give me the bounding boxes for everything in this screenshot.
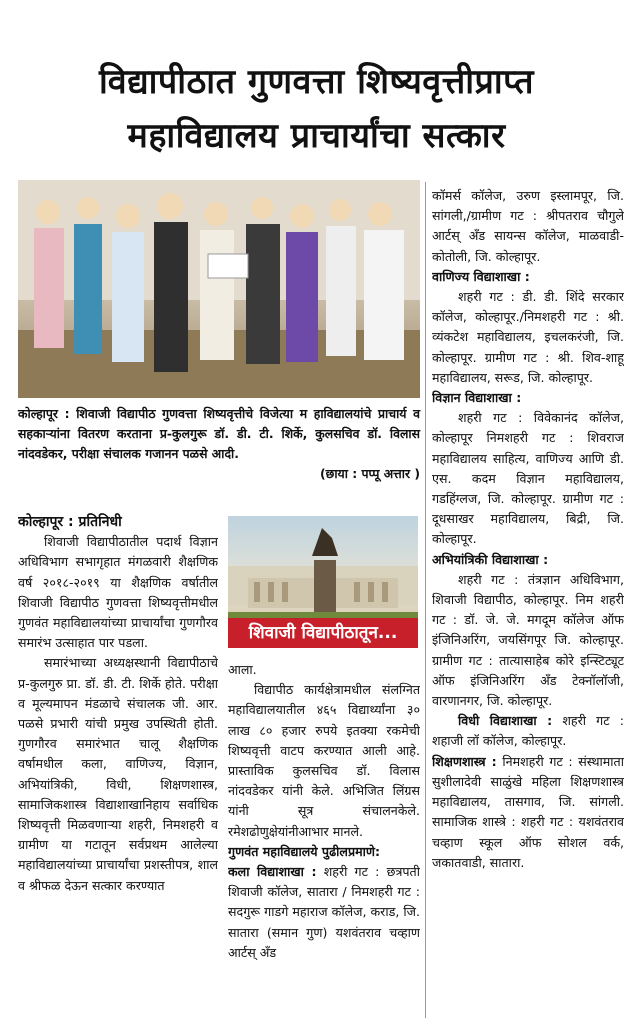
arts-text: शहरी गट : छत्रपती शिवाजी कॉलेज, सातारा / निमशहरी गट : सदगुरू गाडगे महाराज कॉलेज, कराड, जि. सातारा (समान गुण) यशवंतराव चव्हाण आर्टस् अँड — [228, 864, 420, 960]
ceremony-photo — [18, 180, 420, 398]
science-label: विज्ञान विद्याशाखा : — [432, 390, 522, 406]
column-divider — [425, 182, 426, 1018]
headline-line-2: महाविद्यालय प्राचार्यांचा सत्कार — [127, 116, 506, 156]
education-text: निमशहरी गट : संस्थामाता सुशीलादेवी साळुंखे महिला शिक्षणशास्त्र महाविद्यालय, तासगाव, जि. सांगली. सामाजिक शास्त्रे : शहरी गट : यशवंतराव चव्हाण स्कूल ऑफ सोशल वर्क, जकातवाडी, सातारा. — [432, 753, 624, 870]
caption-text: कोल्हापूर : शिवाजी विद्यापीठ गुणवत्ता शिष्यवृत्तीचे विजेत्या म हाविद्यालयांचे प्राचार्य व सहकाऱ्यांना वितरण करताना प्र-कुलगुरू डॉ. डी. टी. शिर्के, कुलसचिव डॉ. विलास नांदवडेकर, परीक्षा संचालक गजानन पळसे आदी. — [18, 406, 420, 461]
article-column-middle — [228, 660, 420, 1018]
education-label: शिक्षणशास्त्र : — [432, 753, 497, 769]
paragraph-3: विद्यापीठ कार्यक्षेत्रामधील संलग्नित महाविद्यालयातील ४६५ विद्यार्थ्यांना ३० लाख ८० हजार रुपये इतक्या रकमेची शिष्यवृत्ती वाटप करण्यात आली आहे. प्रास्ताविक कुलसचिव डॉ. विलास नांदवडेकर यांनी केले. अभिजित लिंग्रस यांनी सूत्र संचालनकेले. रमेशढोणुक्षेयांनीआभार मानले. — [228, 682, 420, 839]
photo-caption — [18, 404, 420, 484]
arts-continued: कॉमर्स कॉलेज, उरुण इस्लामपूर, जि. सांगली,/ग्रामीण गट : श्रीपतराव चौगुले आर्टस् अँड सायन्स कॉलेज, माळवाडी-कोतोली, जि. कोल्हापूर. — [432, 188, 624, 264]
commerce-label: वाणिज्य विद्याशाखा : — [432, 268, 530, 284]
arts-label: कला विद्याशाखा : — [228, 864, 317, 880]
list-heading: गुणवंत महाविद्यालये पुढीलप्रमाणे: — [228, 843, 381, 859]
paragraph-2: समारंभाच्या अध्यक्षस्थानी विद्यापीठाचे प्र-कुलगुरु प्रा. डॉ. डी. टी. शिर्के होते. परीक्षा व मूल्यमापन मंडळाचे संचालक जी. आर. पळसे प्रभारी यांची प्रमुख उपस्थिती होती. गुणगौरव समारंभात चालू शैक्षणिक वर्षामधील कला, वाणिज्य, विज्ञान, अभियांत्रिकी, विधी, शिक्षणशास्त्र, सामाजिकशास्त्र विद्याशाखानिहाय सर्वाधिक शिष्यवृत्ती मिळवणाऱ्या शहरी, निमशहरी व ग्रामीण या गटातून सर्वप्रथम आलेल्या महाविद्यालयांच्या प्राचार्यांचा प्रशस्तीपत्र, शाल व श्रीफळ देऊन सत्कार करण्यात — [18, 655, 218, 893]
article-column-right — [432, 186, 624, 1018]
paragraph-1: शिवाजी विद्यापीठातील पदार्थ विज्ञान अधिविभाग सभागृहात मंगळवारी शैक्षणिक वर्ष २०१८-२०१९ या शैक्षणिक वर्षातील शिवाजी विद्यापीठ गुणवत्ता शिष्यवृत्तीमधील गुणवंत महाविद्यालयांच्या प्राचार्यांचा गुणगौरव समारंभ उत्साहात पार पडला. — [18, 534, 218, 651]
law-label: विधी विद्याशाखा : — [458, 713, 553, 729]
section-logo — [228, 516, 418, 648]
ceremony-photo-figures — [18, 180, 420, 398]
commerce-text: शहरी गट : डी. डी. शिंदे सरकार कॉलेज, कोल्हापूर./निमशहरी गट : श्री. व्यंकटेश महाविद्यालय, इचलकरंजी, जि. कोल्हापूर. ग्रामीण गट : श्री. शिव-शाहू महाविद्यालय, सरूड, जि. कोल्हापूर. — [432, 289, 624, 385]
law-text: शहरी गट : शहाजी लॉ कॉलेज, कोल्हापूर. — [432, 713, 624, 749]
engineering-label: अभियांत्रिकी विद्याशाखा : — [432, 551, 549, 567]
science-text: शहरी गट : विवेकानंद कॉलेज, कोल्हापूर निमशहरी गट : शिवराज महाविद्यालय साहित्य, वाणिज्य आणि डी. एस. कदम विज्ञान महाविद्यालय, गडहिंग्लज, जि. कोल्हापूर. ग्रामीण गट : दूधसाखर महाविद्यालय, बिद्री, जि. कोल्हापूर. — [432, 410, 624, 547]
headline-line-1: विद्यापीठात गुणवत्ता शिष्यवृत्तीप्राप्त — [98, 62, 535, 102]
paragraph-2-end: आला. — [228, 662, 257, 677]
engineering-text: शहरी गट : तंत्रज्ञान अधिविभाग, शिवाजी विद्यापीठ, कोल्हापूर. निम शहरी गट : डॉ. जे. जे. मगदूम कॉलेज ऑफ इंजिनिअरिंग, जयसिंगपूर जि. कोल्हापूर. ग्रामीण गट : तात्यासाहेब कोरे इन्स्टिट्यूट ऑफ इंजिनिअरिंग अँड टेक्नॉलॉजी, वारणानगर, जि. कोल्हापूर. — [432, 571, 624, 709]
section-logo-label: शिवाजी विद्यापीठातून... — [228, 618, 418, 648]
photo-credit: (छाया : पप्पू अत्तार ) — [319, 466, 420, 481]
byline: कोल्हापूर : प्रतिनिधी — [18, 514, 122, 530]
article-column-left — [18, 512, 218, 1018]
